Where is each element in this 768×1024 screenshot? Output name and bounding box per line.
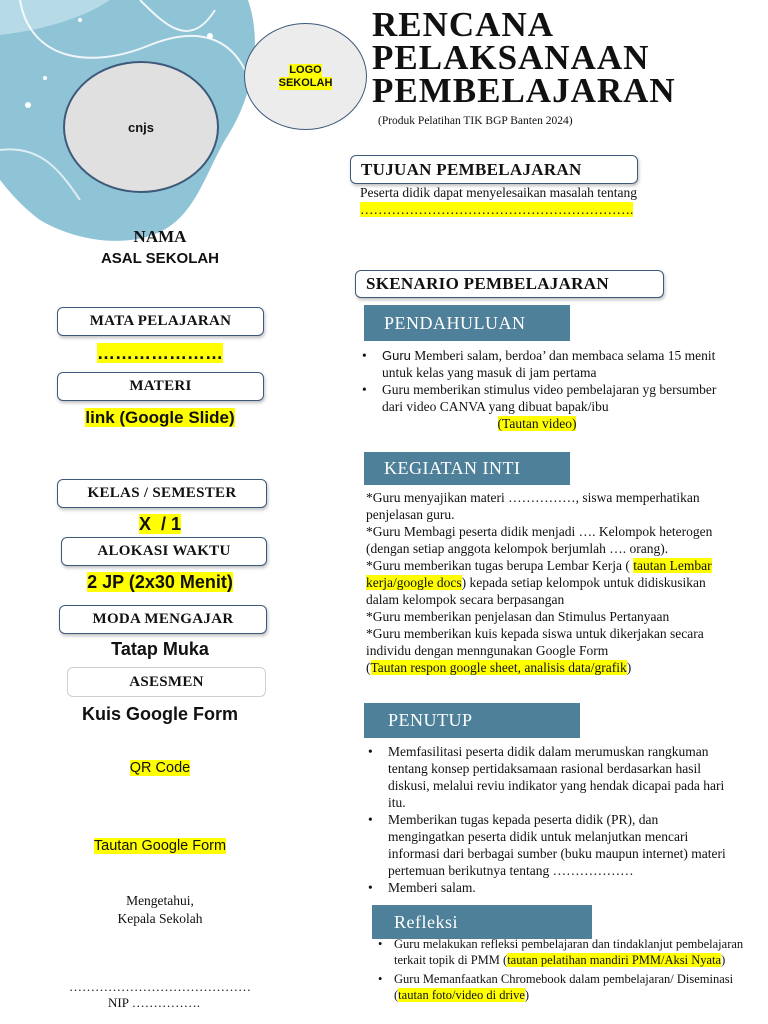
pendahuluan-list bbox=[360, 347, 732, 432]
penutup-list bbox=[366, 743, 738, 896]
qr-code-placeholder: QR Code bbox=[129, 760, 191, 776]
refleksi-item-1-b: ) bbox=[721, 952, 726, 967]
skenario-heading: SKENARIO PEMBELAJARAN bbox=[355, 270, 664, 298]
inti-p5-close: ) bbox=[626, 660, 632, 675]
title-line-1: RENCANA bbox=[372, 5, 554, 44]
google-form-link[interactable]: Tautan Google Form bbox=[93, 838, 227, 854]
materi-box: MATERI bbox=[57, 372, 264, 401]
page-subtitle: (Produk Pelatihan TIK BGP Banten 2024) bbox=[378, 115, 573, 127]
refleksi-item-1-a: Guru melakukan refleksi pembelajaran dan tindaklanjut pembelajaran terkait topik di PMM ( bbox=[394, 937, 744, 967]
pendahuluan-item-2-text: Guru memberikan stimulus video pembelajaran yg bersumber dari video CANVA yang dibuat bapak/ibu bbox=[382, 382, 717, 414]
penutup-heading: PENUTUP bbox=[364, 703, 580, 738]
mengetahui-text: Mengetahui, bbox=[126, 893, 194, 908]
kegiatan-inti-text bbox=[366, 489, 734, 676]
pendahuluan-item-1-a: Guru bbox=[382, 348, 411, 363]
penutup-item-1: • Memfasilitasi peserta didik dalam merumuskan rangkuman tentang konsep pertidaksamaan rasional berdasarkan hasil diskusi, melalui reviu indikator yang hendak dicapai pada hari itu. bbox=[366, 743, 738, 811]
refleksi-list bbox=[376, 937, 748, 1003]
kepala-sekolah-text: Kepala Sekolah bbox=[117, 911, 203, 926]
moda-mengajar-box: MODA MENGAJAR bbox=[59, 605, 267, 634]
drive-link[interactable]: tautan foto/video di drive bbox=[398, 987, 525, 1002]
alokasi-waktu-box: ALOKASI WAKTU bbox=[61, 537, 267, 566]
moda-value: Tatap Muka bbox=[111, 639, 209, 659]
refleksi-heading: Refleksi bbox=[372, 905, 592, 939]
asesmen-box: ASESMEN bbox=[67, 667, 266, 697]
asal-sekolah-label: ASAL SEKOLAH bbox=[100, 250, 220, 267]
logo-text-1: LOGO bbox=[289, 63, 322, 76]
pendahuluan-item-1-b: Memberi salam, berdoa’ dan membaca selama 15 menit untuk kelas yang masuk di jam pertama bbox=[382, 348, 716, 380]
nip-text: NIP ……………. bbox=[108, 995, 200, 1010]
inti-p5 bbox=[366, 625, 734, 676]
inti-p2: *Guru Membagi peserta didik menjadi …. Kelompok heterogen (dengan setiap anggota kelompok berjumlah …. orang). bbox=[366, 524, 713, 556]
signature-line: …………………………………… bbox=[69, 979, 251, 994]
tujuan-heading: TUJUAN PEMBELAJARAN bbox=[350, 155, 638, 184]
tujuan-blank: ……………………………………………………. bbox=[360, 202, 634, 217]
inti-p1: *Guru menyajikan materi ……………, siswa memperhatikan penjelasan guru. bbox=[366, 490, 700, 522]
inti-p3-a: *Guru memberikan tugas berupa Lembar Kerja ( bbox=[366, 558, 634, 573]
penutup-item-3: • Memberi salam. bbox=[366, 879, 738, 896]
refleksi-item-2-a: Guru Memanfaatkan Chromebook dalam pembelajaran/ Diseminasi ( bbox=[394, 972, 734, 1002]
photo-text: cnjs bbox=[127, 119, 154, 135]
alokasi-value: 2 JP (2x30 Menit) bbox=[87, 572, 233, 592]
google-sheet-link[interactable]: Tautan respon google sheet, analisis data/grafik bbox=[370, 660, 627, 675]
lembar-kerja-link[interactable]: tautan Lembar kerja/google docs bbox=[366, 558, 712, 590]
logo-text-2: SEKOLAH bbox=[278, 76, 333, 89]
pmm-link[interactable]: tautan pelatihan mandiri PMM/Aksi Nyata bbox=[507, 952, 722, 967]
kegiatan-inti-heading: KEGIATAN INTI bbox=[364, 452, 570, 485]
photo-placeholder bbox=[63, 61, 219, 193]
kelas-value: X / 1 bbox=[138, 514, 182, 534]
inti-p4: *Guru memberikan penjelasan dan Stimulus Pertanyaan bbox=[366, 609, 670, 624]
pendahuluan-item-2 bbox=[360, 381, 732, 432]
refleksi-item-2-b: ) bbox=[524, 987, 530, 1002]
title-line-3: PEMBELAJARAN bbox=[372, 71, 676, 110]
inti-p5-open: ( bbox=[366, 660, 371, 675]
materi-value: link (Google Slide) bbox=[85, 408, 235, 427]
school-logo bbox=[244, 23, 367, 130]
pendahuluan-item-1 bbox=[360, 347, 732, 381]
refleksi-item-1 bbox=[376, 937, 748, 968]
inti-p3 bbox=[366, 557, 734, 608]
penutup-item-2: • Memberikan tugas kepada peserta didik (PR), dan mengingatkan peserta didik untuk melanjutkan mencari informasi dari berbagai sumber (buku maupun internet) materi pertemuan berikutnya tentang ……………… bbox=[366, 811, 738, 879]
asesmen-value: Kuis Google Form bbox=[81, 704, 238, 724]
nama-label: NAMA bbox=[133, 227, 187, 246]
page-title bbox=[372, 5, 676, 110]
mata-pelajaran-value: ………………… bbox=[97, 343, 223, 363]
inti-p3-b: ) kepada setiap kelompok untuk didiskusikan dalam kelompok secara berpasangan bbox=[366, 575, 706, 607]
title-line-2: PELAKSANAAN bbox=[372, 38, 650, 77]
tautan-video-link[interactable]: (Tautan video) bbox=[497, 416, 577, 431]
kelas-semester-box: KELAS / SEMESTER bbox=[57, 479, 267, 508]
refleksi-item-2 bbox=[376, 972, 748, 1003]
mata-pelajaran-box: MATA PELAJARAN bbox=[57, 307, 264, 336]
pendahuluan-heading: PENDAHULUAN bbox=[364, 305, 570, 341]
inti-p5-a: *Guru memberikan kuis kepada siswa untuk dikerjakan secara individu dengan menngunakan Google Form bbox=[366, 626, 704, 658]
tujuan-text: Peserta didik dapat menyelesaikan masalah tentang bbox=[360, 185, 638, 200]
